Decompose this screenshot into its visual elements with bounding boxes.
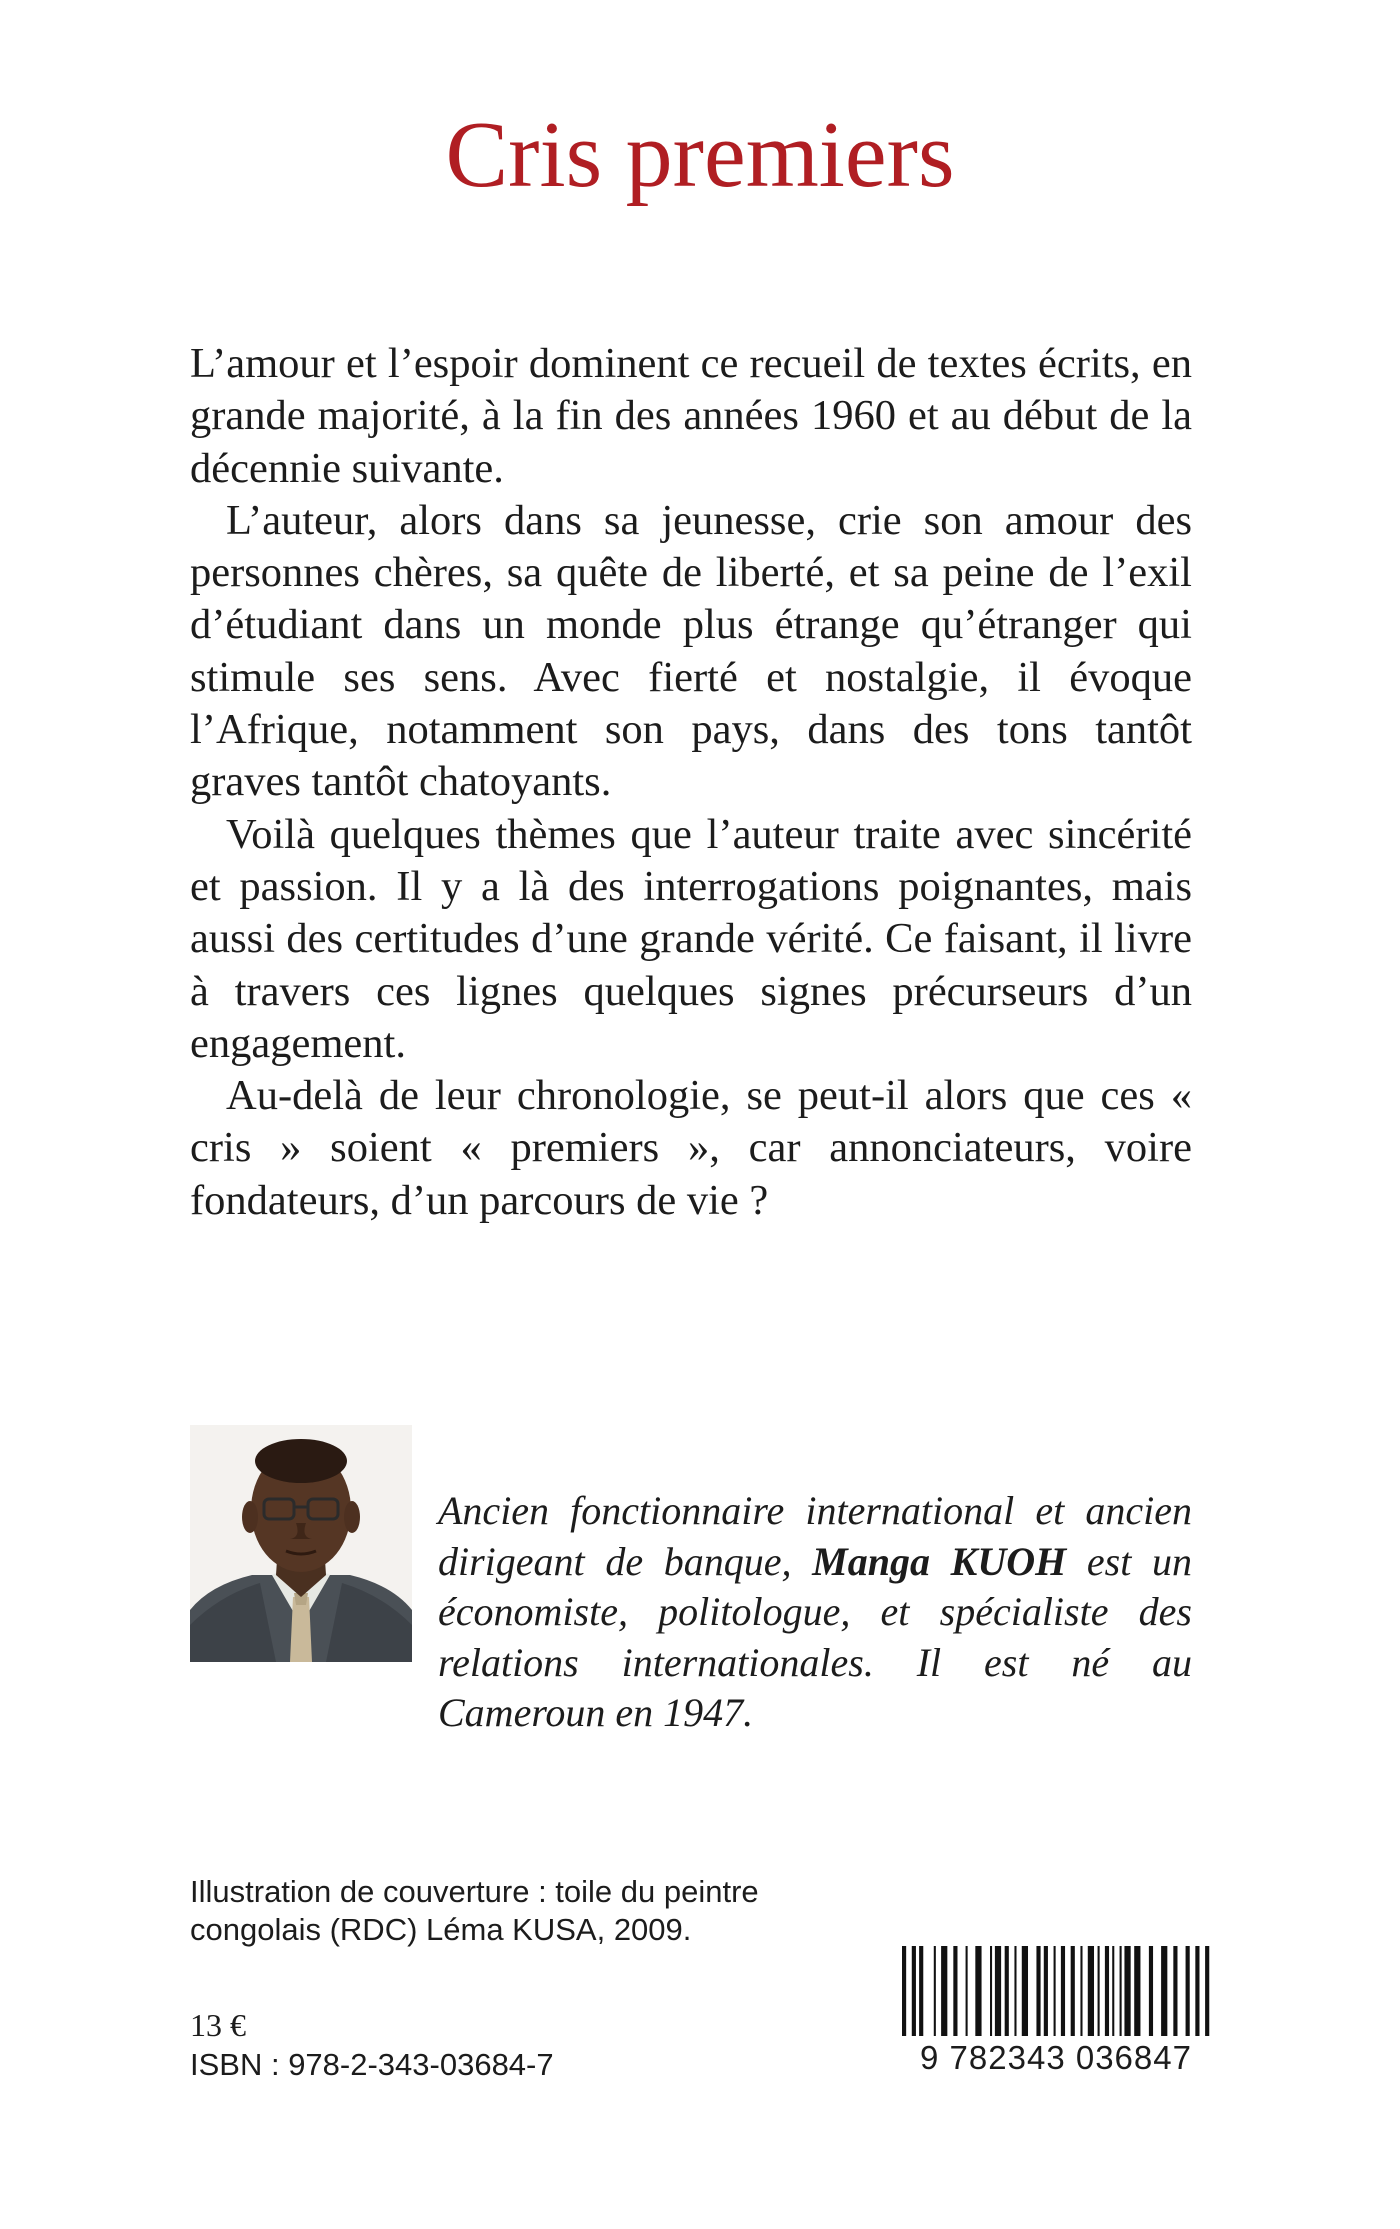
credit-line-1: Illustration de couverture : toile du peintre [190,1874,759,1909]
author-bio [438,1486,1192,1739]
barcode-bar [1161,1946,1167,2036]
barcode-bar [1005,1946,1009,2036]
barcode-bar [1054,1946,1056,2036]
barcode-bar [912,1946,916,2036]
barcode-bar [919,1946,923,2036]
barcode-bar [1186,1946,1190,2036]
barcode-bar [1124,1946,1130,2036]
barcode-bar [966,1946,968,2036]
barcode-bar [1195,1946,1199,2036]
isbn: ISBN : 978-2-343-03684-7 [190,2047,554,2082]
back-cover-blurb [190,338,1192,1227]
blurb-paragraph-3: Voilà quelques thèmes que l’auteur traite avec sincérité et passion. Il y a là des interrogations poignantes, mais aussi des certitudes d’une grande vérité. Ce faisant, il livre à travers ces lignes quelques signes précurseurs d’un engagement. [190,810,1192,1067]
cover-illustration-credit [190,1873,890,1949]
barcode-bar [1112,1946,1114,2036]
author-bio-intro: Ancien fonctionnaire international et ancien dirigeant de banque, [438,1488,1192,1584]
author-photo [190,1425,412,1662]
barcode-bar [902,1946,906,2036]
book-title: Cris premiers [445,103,955,207]
barcode-bar [1098,1946,1100,2036]
barcode-bar [1044,1946,1048,2036]
barcode-bar [1134,1946,1140,2036]
blurb-paragraph-2: L’auteur, alors dans sa jeunesse, crie son amour des personnes chères, sa quête de liberté, et sa peine de l’exil d’étudiant dans un monde plus étrange qu’étranger qui stimule ses sens. Avec fierté et nostalgie, il évoque l’Afrique, notamment son pays, dans des tons tantôt graves tantôt chatoyants. [190,496,1192,806]
blurb-paragraph-4: Au-delà de leur chronologie, se peut-il alors que ces « cris » soient « premiers », car annonciateurs, voire fondateurs, d’un parcours de vie ? [190,1072,1192,1224]
barcode-bar [1120,1946,1122,2036]
barcode-bar [1071,1946,1075,2036]
barcode-bar [953,1946,957,2036]
credit-line-2: congolais (RDC) Léma KUSA, 2009. [190,1912,692,1947]
barcode-bar [975,1946,981,2036]
barcode-bar [990,1946,992,2036]
barcode-bar [1036,1946,1040,2036]
barcode-bar [1149,1946,1153,2036]
barcode-bar [995,1946,1001,2036]
price: 13 € [190,2007,246,2043]
barcode-digits: 9 782343 036847 [920,2039,1192,2076]
barcode-bar [1088,1946,1094,2036]
barcode-bar [1061,1946,1065,2036]
barcode-bar [1014,1946,1016,2036]
barcode-bar [941,1946,947,2036]
barcode-bar [1080,1946,1082,2036]
author-bio-rest: est un économiste, politologue, et spécialiste des relations internationales. Il est né au Cameroun en 1947. [438,1538,1192,1735]
author-name: Manga KUOH [812,1538,1067,1584]
barcode-bar [1022,1946,1028,2036]
barcode [902,1946,1210,2036]
barcode-bar [1105,1946,1109,2036]
blurb-paragraph-1: L’amour et l’espoir dominent ce recueil de textes écrits, en grande majorité, à la fin des années 1960 et au début de la décennie suivante. [190,340,1192,492]
barcode-bar [1173,1946,1177,2036]
barcode-bar [1205,1946,1209,2036]
barcode-bar [934,1946,936,2036]
